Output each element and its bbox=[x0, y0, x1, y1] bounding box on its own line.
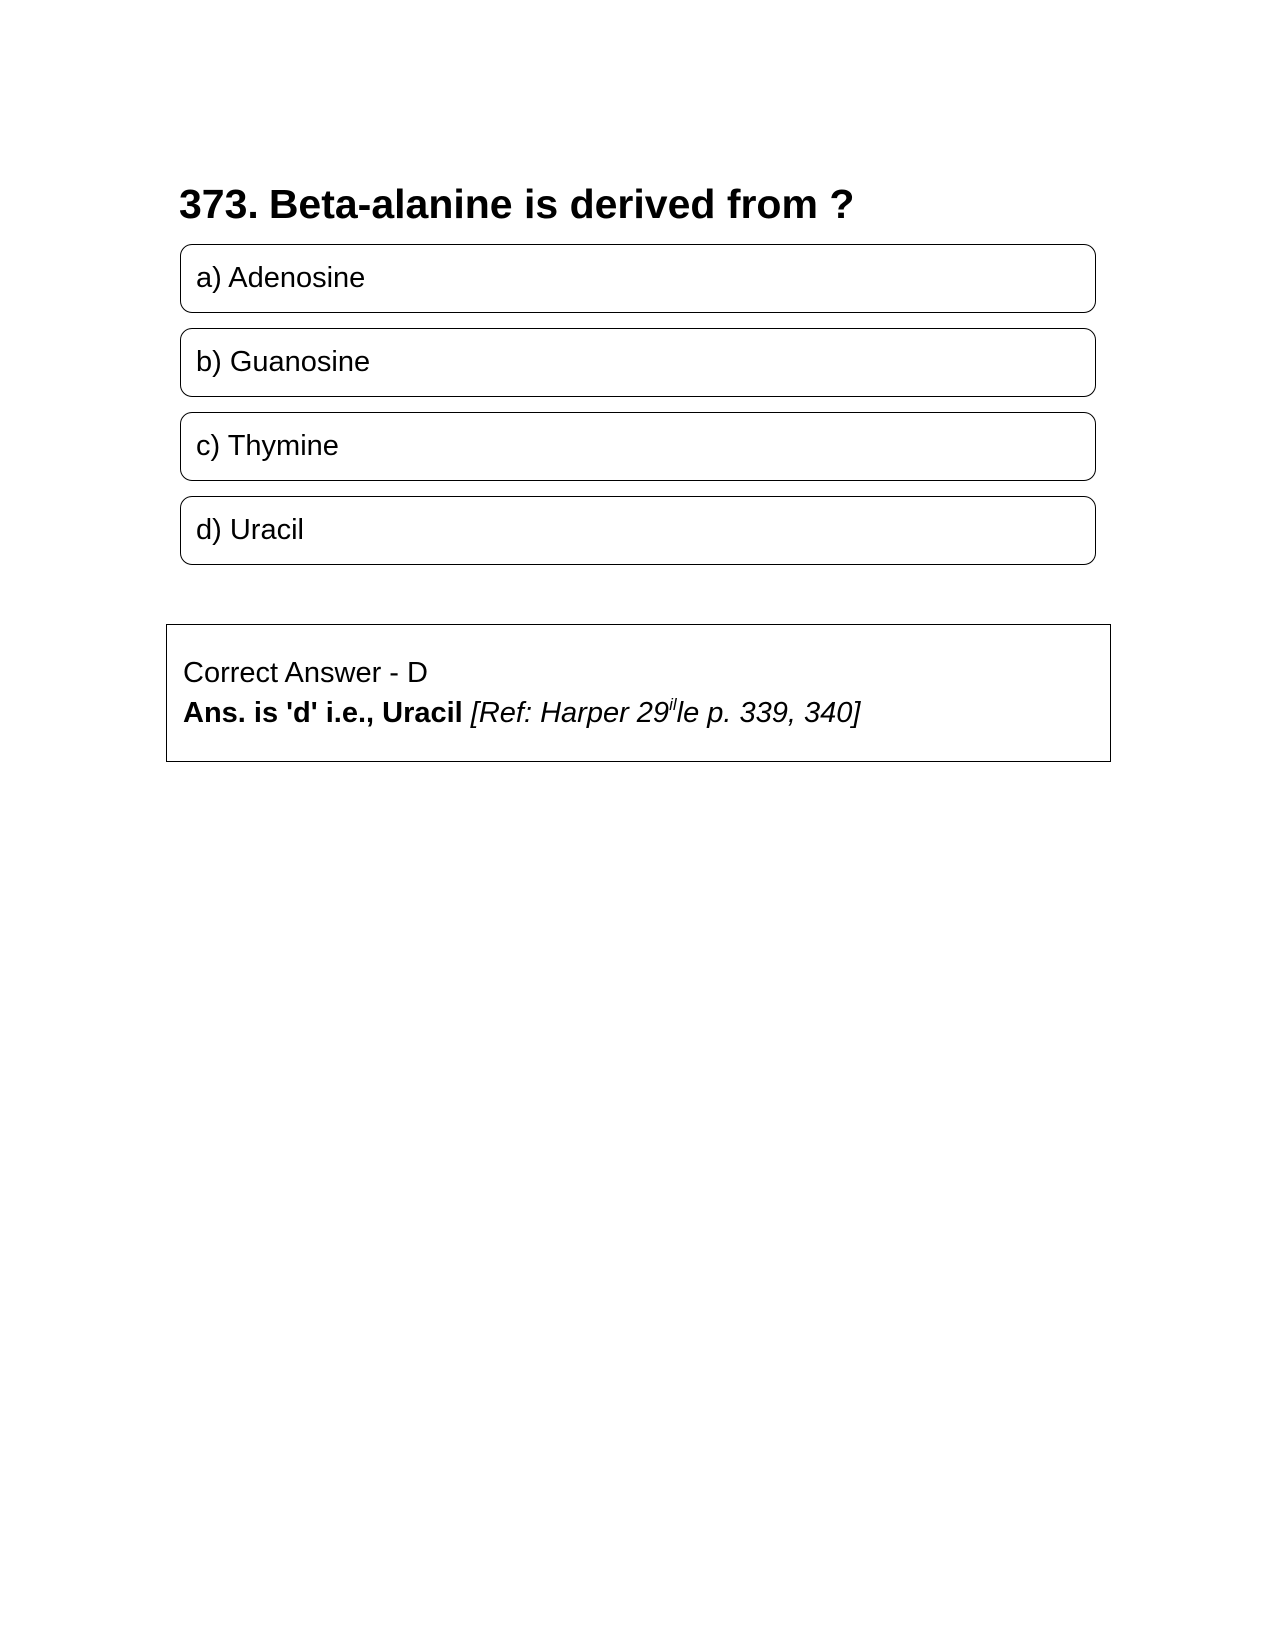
option-b[interactable]: b) Guanosine bbox=[180, 328, 1096, 397]
options-list bbox=[180, 244, 1096, 580]
reference bbox=[471, 697, 861, 729]
answer-explanation bbox=[183, 693, 1110, 733]
question-text: Beta-alanine is derived from ? bbox=[268, 181, 855, 227]
reference-suffix: le p. 339, 340] bbox=[676, 697, 861, 729]
reference-superscript: il bbox=[669, 695, 677, 714]
explanation-bold: Ans. is 'd' i.e., Uracil bbox=[183, 697, 463, 729]
question-number: 373. bbox=[179, 181, 259, 227]
reference-prefix: [Ref: Harper 29 bbox=[470, 697, 670, 729]
answer-box bbox=[166, 624, 1111, 762]
option-c[interactable]: c) Thymine bbox=[180, 412, 1096, 481]
option-d[interactable]: d) Uracil bbox=[180, 496, 1096, 565]
correct-answer-line: Correct Answer - D bbox=[183, 657, 428, 689]
option-a[interactable]: a) Adenosine bbox=[180, 244, 1096, 313]
question-heading bbox=[179, 178, 854, 230]
